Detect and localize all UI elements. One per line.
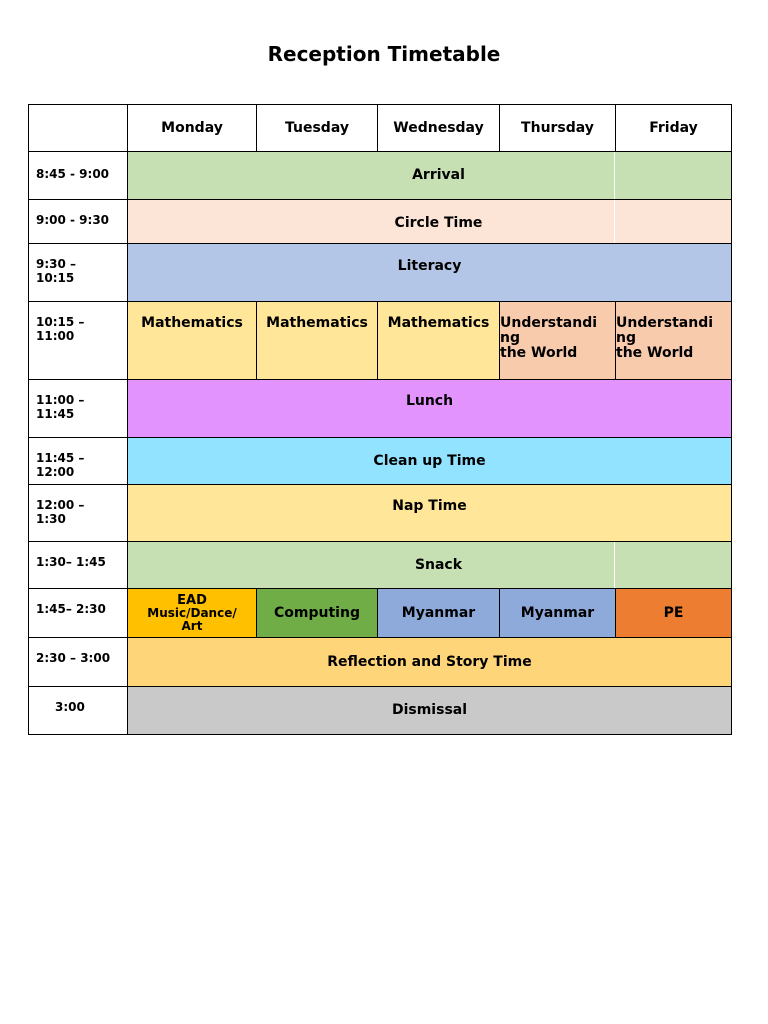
activity-label: Circle Time xyxy=(394,215,483,231)
activity-label: Myanmar xyxy=(401,604,476,621)
activity-myanmar-thursday xyxy=(499,588,616,638)
activity-label: Literacy xyxy=(397,258,462,274)
day-header-wednesday: Wednesday xyxy=(377,104,500,152)
activity-label: Computing xyxy=(274,604,360,621)
activity-label: Mathematics xyxy=(266,315,368,331)
activity-lunch xyxy=(127,379,732,438)
time-slot: 11:00 – 11:45 xyxy=(28,379,128,438)
activity-ead-monday xyxy=(127,588,257,638)
activity-mathematics-monday xyxy=(127,301,257,380)
time-slot: 1:45– 2:30 xyxy=(28,588,128,638)
column-divider xyxy=(614,542,615,588)
activity-label: Lunch xyxy=(405,393,454,409)
corner-cell xyxy=(28,104,128,152)
activity-label: Mathematics xyxy=(387,315,490,331)
activity-arrival xyxy=(127,151,732,200)
activity-label-line: ng xyxy=(500,330,520,346)
time-slot: 3:00 xyxy=(28,686,128,735)
time-slot: 9:30 – 10:15 xyxy=(28,243,128,302)
time-slot: 1:30– 1:45 xyxy=(28,541,128,589)
activity-mathematics-wednesday xyxy=(377,301,500,380)
day-header-friday: Friday xyxy=(615,104,732,152)
activity-label: Nap Time xyxy=(392,498,467,514)
activity-label: Clean up Time xyxy=(373,452,486,469)
column-divider xyxy=(614,200,615,243)
time-slot: 12:00 – 1:30 xyxy=(28,484,128,542)
time-slot: 2:30 – 3:00 xyxy=(28,637,128,687)
activity-dismissal xyxy=(127,686,732,735)
activity-label: Arrival xyxy=(412,167,465,183)
column-divider xyxy=(614,152,615,199)
time-slot: 10:15 – 11:00 xyxy=(28,301,128,380)
activity-snack xyxy=(127,541,732,589)
day-header-thursday: Thursday xyxy=(499,104,616,152)
page-title: Reception Timetable xyxy=(267,42,501,66)
activity-label-line: Art xyxy=(181,618,203,633)
activity-label: Reflection and Story Time xyxy=(327,653,532,670)
activity-clean-up xyxy=(127,437,732,485)
activity-label: Snack xyxy=(414,556,463,573)
activity-label: PE xyxy=(663,604,684,621)
activity-label: Myanmar xyxy=(520,604,595,621)
time-slot: 8:45 - 9:00 xyxy=(28,151,128,200)
activity-label: Dismissal xyxy=(391,702,468,718)
activity-label-line: the World xyxy=(616,345,694,361)
activity-mathematics-tuesday xyxy=(256,301,378,380)
activity-label: Mathematics xyxy=(141,315,243,331)
time-slot: 11:45 – 12:00 xyxy=(28,437,128,485)
activity-computing-tuesday xyxy=(256,588,378,638)
activity-understanding-world-thursday xyxy=(499,301,616,380)
activity-label-line: ng xyxy=(616,330,636,346)
activity-label-line: EAD xyxy=(177,592,207,608)
activity-nap xyxy=(127,484,732,542)
activity-reflection xyxy=(127,637,732,687)
day-header-monday: Monday xyxy=(127,104,257,152)
day-header-tuesday: Tuesday xyxy=(256,104,378,152)
activity-label-line: the World xyxy=(500,345,578,361)
time-slot: 9:00 - 9:30 xyxy=(28,199,128,244)
activity-understanding-world-friday xyxy=(615,301,732,380)
activity-pe-friday xyxy=(615,588,732,638)
activity-label-line: Music/Dance/ xyxy=(147,605,237,620)
activity-label-line: Understandi xyxy=(500,315,598,331)
activity-myanmar-wednesday xyxy=(377,588,500,638)
activity-circle-time xyxy=(127,199,732,244)
activity-literacy xyxy=(127,243,732,302)
activity-label-line: Understandi xyxy=(616,315,714,331)
